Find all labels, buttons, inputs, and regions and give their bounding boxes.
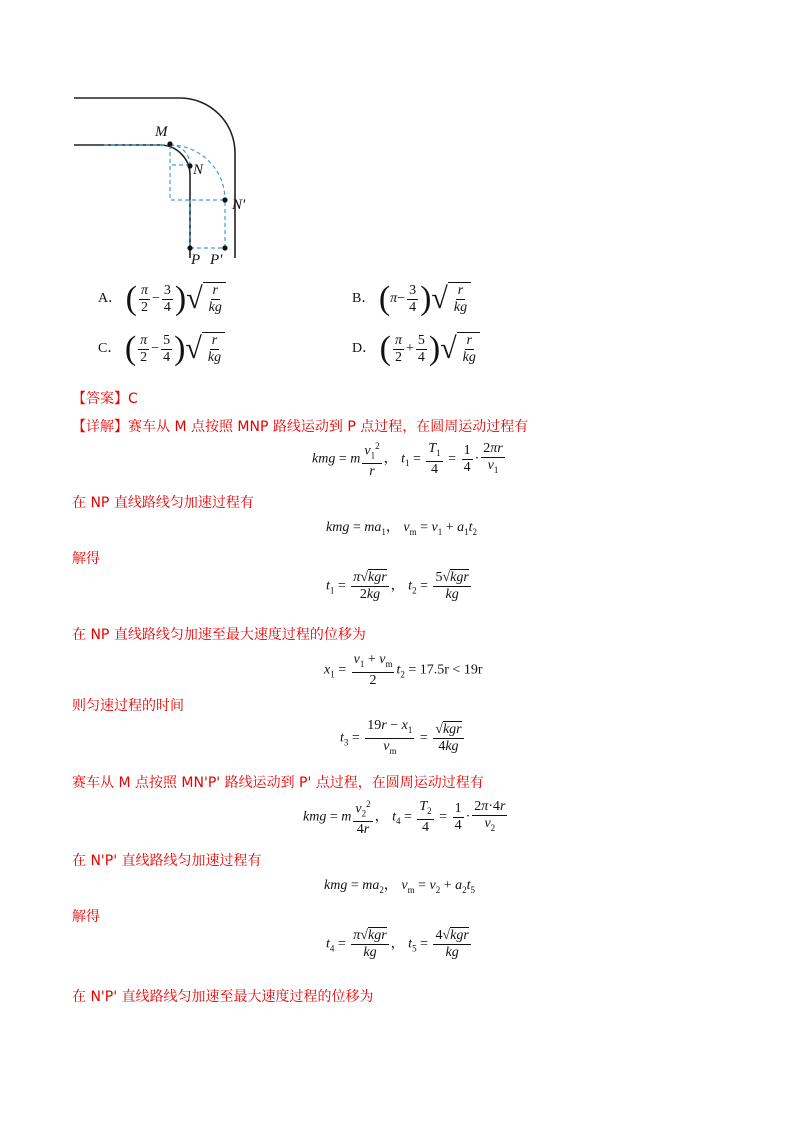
equation-3: $t_1$ = $\frac{\text{π√kgr}}{2kg}$ ， $t_2$ = $\frac{\text{5√kgr}}{kg}$ [326, 570, 469, 602]
point-P-prime [222, 245, 227, 250]
detail-line-1: 【详解】赛车从 M 点按照 MNP 路线运动到 P 点过程，在圆周运动过程有 [72, 419, 529, 435]
dashed-construction [104, 145, 225, 248]
label-N: N [193, 162, 204, 178]
option-c[interactable]: C． ( $\frac{\pi}{2}$ − $\frac{5}{4}$ ) √ $\frac{r}{kg}$ [98, 332, 225, 366]
detail-line-3: 解得 [72, 551, 100, 567]
option-a[interactable]: A． ( $\frac{\pi}{2}$ − $\frac{3}{4}$ ) √ $\frac{r}{kg}$ [98, 282, 226, 316]
point-N-prime [222, 197, 227, 202]
inner-track-line [74, 145, 190, 258]
track-figure [70, 90, 270, 280]
equation-8: $t_4$ = $\frac{\text{π√kgr}}{kg}$ ， $t_5$ = $\frac{\text{4√kgr}}{kg}$ [326, 928, 469, 960]
equation-2: kmg = $ma_1$， $v_m = v_1 + a_1t_2$ [326, 520, 478, 537]
outer-track-line [74, 98, 235, 258]
label-P-prime: P' [210, 252, 223, 268]
label-M: M [155, 124, 168, 140]
equation-4: $x_1$ = $\frac{v_1 + v_m}{2}$ $t_2 = 17.5r < 19r$ [324, 652, 483, 688]
detail-line-5: 则匀速过程的时间 [72, 698, 184, 714]
label-P: P [191, 252, 201, 268]
equation-1: kmg = m $\frac{v_1^2}{r}$ ， $t_1$ = $\frac{T_1}{4}$ = $\frac{1}{4}$ · $\frac{2\pi r}{v_1}$ [312, 438, 507, 480]
equation-7: kmg = $ma_2$， $v_m = v_2 + a_2t_5$ [324, 878, 476, 895]
detail-line-9: 在 N'P' 直线路线匀加速至最大速度过程的位移为 [72, 989, 374, 1005]
point-M [167, 141, 172, 146]
detail-line-6: 赛车从 M 点按照 MN'P' 路线运动到 P' 点过程，在圆周运动过程有 [72, 775, 484, 791]
answer-line: 【答案】C [72, 391, 138, 407]
detail-line-4: 在 NP 直线路线匀加速至最大速度过程的位移为 [72, 627, 366, 643]
equation-6: kmg = m $\frac{v_2^2}{4r}$ ， $t_4$ = $\frac{T_2}{4}$ = $\frac{1}{4}$ · $\frac{2\pi\cdot 4r}{v_2}$ [303, 796, 509, 838]
detail-line-8: 解得 [72, 909, 100, 925]
detail-line-7: 在 N'P' 直线路线匀加速过程有 [72, 853, 262, 869]
detail-line-2: 在 NP 直线路线匀加速过程有 [72, 495, 254, 511]
equation-5: $t_3$ = $\frac{19r - x_1}{v_m}$ = $\frac{\text{√kgr}}{4kg}$ [340, 718, 462, 756]
option-d[interactable]: D． ( $\frac{\pi}{2}$ + $\frac{5}{4}$ ) √ $\frac{r}{kg}$ [352, 332, 480, 366]
option-b[interactable]: B． (π− $\frac{3}{4}$ ) √ $\frac{r}{kg}$ [352, 282, 471, 316]
point-P [187, 245, 192, 250]
point-N [187, 163, 192, 168]
label-N-prime: N' [232, 197, 246, 213]
